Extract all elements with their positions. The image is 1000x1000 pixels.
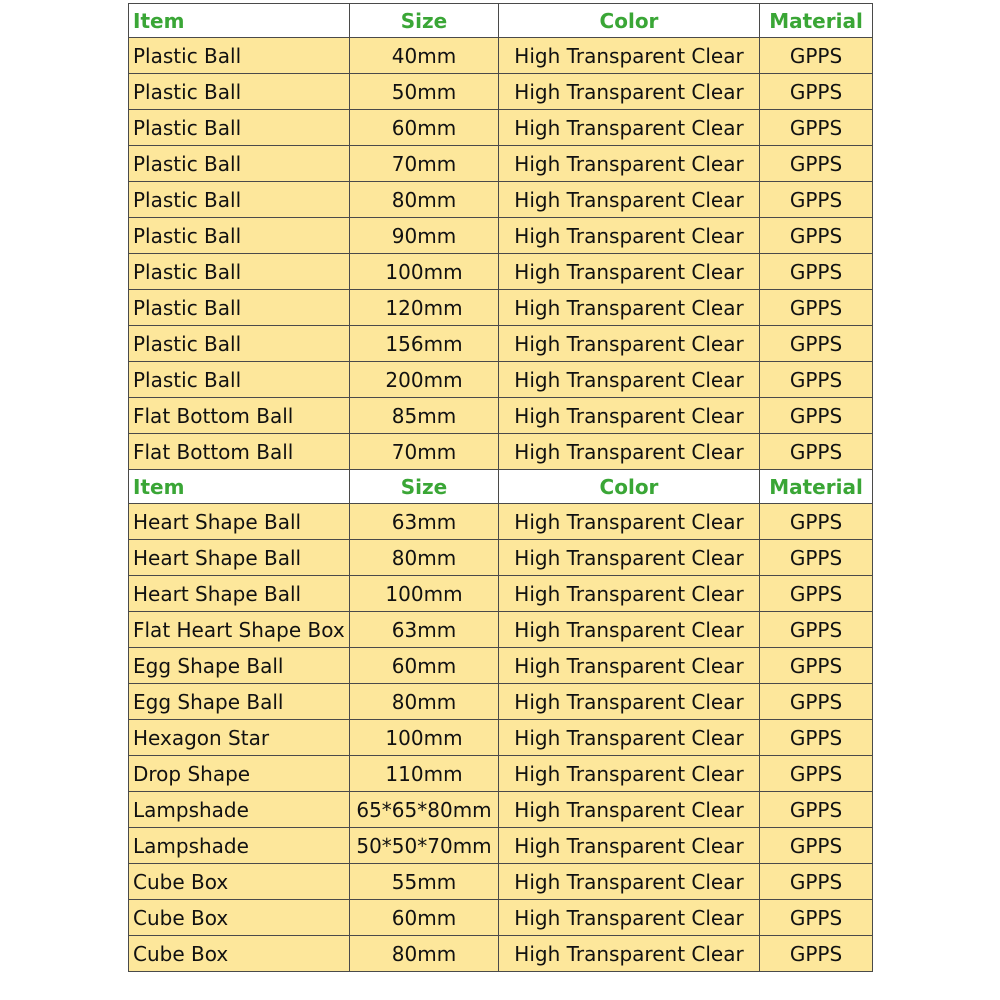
item-cell: Cube Box <box>129 936 350 972</box>
size-cell: 60mm <box>350 900 499 936</box>
color-cell: High Transparent Clear <box>499 182 760 218</box>
color-cell: High Transparent Clear <box>499 254 760 290</box>
material-cell: GPPS <box>760 792 873 828</box>
column-header-item: Item <box>129 470 350 504</box>
size-cell: 70mm <box>350 146 499 182</box>
material-cell: GPPS <box>760 146 873 182</box>
color-cell: High Transparent Clear <box>499 756 760 792</box>
table-row <box>129 398 873 434</box>
material-cell: GPPS <box>760 74 873 110</box>
item-cell: Heart Shape Ball <box>129 540 350 576</box>
table-row <box>129 864 873 900</box>
item-cell: Plastic Ball <box>129 362 350 398</box>
size-cell: 100mm <box>350 576 499 612</box>
item-cell: Hexagon Star <box>129 720 350 756</box>
item-cell: Flat Bottom Ball <box>129 398 350 434</box>
item-cell: Plastic Ball <box>129 38 350 74</box>
color-cell: High Transparent Clear <box>499 362 760 398</box>
color-cell: High Transparent Clear <box>499 648 760 684</box>
color-cell: High Transparent Clear <box>499 74 760 110</box>
column-header-item: Item <box>129 4 350 38</box>
header-row <box>129 4 873 38</box>
size-cell: 63mm <box>350 504 499 540</box>
material-cell: GPPS <box>760 218 873 254</box>
table-row <box>129 362 873 398</box>
table-row <box>129 540 873 576</box>
size-cell: 80mm <box>350 182 499 218</box>
table-row <box>129 648 873 684</box>
material-cell: GPPS <box>760 612 873 648</box>
material-cell: GPPS <box>760 756 873 792</box>
material-cell: GPPS <box>760 362 873 398</box>
material-cell: GPPS <box>760 254 873 290</box>
material-cell: GPPS <box>760 576 873 612</box>
item-cell: Plastic Ball <box>129 110 350 146</box>
size-cell: 70mm <box>350 434 499 470</box>
material-cell: GPPS <box>760 828 873 864</box>
material-cell: GPPS <box>760 326 873 362</box>
material-cell: GPPS <box>760 398 873 434</box>
item-cell: Plastic Ball <box>129 182 350 218</box>
color-cell: High Transparent Clear <box>499 434 760 470</box>
item-cell: Flat Heart Shape Box <box>129 612 350 648</box>
color-cell: High Transparent Clear <box>499 146 760 182</box>
size-cell: 110mm <box>350 756 499 792</box>
material-cell: GPPS <box>760 540 873 576</box>
item-cell: Flat Bottom Ball <box>129 434 350 470</box>
spec-sheet <box>128 3 872 972</box>
color-cell: High Transparent Clear <box>499 864 760 900</box>
table-row <box>129 110 873 146</box>
material-cell: GPPS <box>760 504 873 540</box>
color-cell: High Transparent Clear <box>499 792 760 828</box>
size-cell: 80mm <box>350 540 499 576</box>
product-spec-table <box>128 3 873 972</box>
size-cell: 65*65*80mm <box>350 792 499 828</box>
color-cell: High Transparent Clear <box>499 540 760 576</box>
item-cell: Plastic Ball <box>129 290 350 326</box>
table-row <box>129 684 873 720</box>
item-cell: Egg Shape Ball <box>129 684 350 720</box>
table-row <box>129 218 873 254</box>
table-row <box>129 900 873 936</box>
item-cell: Plastic Ball <box>129 74 350 110</box>
table-row <box>129 326 873 362</box>
table-row <box>129 74 873 110</box>
item-cell: Plastic Ball <box>129 326 350 362</box>
item-cell: Egg Shape Ball <box>129 648 350 684</box>
table-row <box>129 254 873 290</box>
item-cell: Cube Box <box>129 900 350 936</box>
size-cell: 90mm <box>350 218 499 254</box>
color-cell: High Transparent Clear <box>499 38 760 74</box>
table-row <box>129 936 873 972</box>
color-cell: High Transparent Clear <box>499 720 760 756</box>
table-row <box>129 756 873 792</box>
size-cell: 156mm <box>350 326 499 362</box>
table-row <box>129 720 873 756</box>
color-cell: High Transparent Clear <box>499 218 760 254</box>
table-row <box>129 504 873 540</box>
table-row <box>129 146 873 182</box>
size-cell: 55mm <box>350 864 499 900</box>
header-row <box>129 470 873 504</box>
size-cell: 80mm <box>350 936 499 972</box>
table-row <box>129 792 873 828</box>
material-cell: GPPS <box>760 936 873 972</box>
item-cell: Lampshade <box>129 828 350 864</box>
item-cell: Lampshade <box>129 792 350 828</box>
size-cell: 100mm <box>350 254 499 290</box>
material-cell: GPPS <box>760 290 873 326</box>
item-cell: Plastic Ball <box>129 218 350 254</box>
material-cell: GPPS <box>760 38 873 74</box>
table-row <box>129 182 873 218</box>
material-cell: GPPS <box>760 864 873 900</box>
item-cell: Heart Shape Ball <box>129 504 350 540</box>
color-cell: High Transparent Clear <box>499 936 760 972</box>
size-cell: 200mm <box>350 362 499 398</box>
color-cell: High Transparent Clear <box>499 900 760 936</box>
size-cell: 60mm <box>350 648 499 684</box>
table-row <box>129 290 873 326</box>
table-row <box>129 612 873 648</box>
color-cell: High Transparent Clear <box>499 828 760 864</box>
size-cell: 80mm <box>350 684 499 720</box>
material-cell: GPPS <box>760 684 873 720</box>
item-cell: Cube Box <box>129 864 350 900</box>
column-header-material: Material <box>760 4 873 38</box>
column-header-size: Size <box>350 470 499 504</box>
item-cell: Plastic Ball <box>129 146 350 182</box>
item-cell: Drop Shape <box>129 756 350 792</box>
material-cell: GPPS <box>760 648 873 684</box>
material-cell: GPPS <box>760 434 873 470</box>
material-cell: GPPS <box>760 900 873 936</box>
table-row <box>129 38 873 74</box>
material-cell: GPPS <box>760 110 873 146</box>
size-cell: 85mm <box>350 398 499 434</box>
color-cell: High Transparent Clear <box>499 504 760 540</box>
size-cell: 63mm <box>350 612 499 648</box>
color-cell: High Transparent Clear <box>499 612 760 648</box>
color-cell: High Transparent Clear <box>499 684 760 720</box>
color-cell: High Transparent Clear <box>499 576 760 612</box>
size-cell: 120mm <box>350 290 499 326</box>
column-header-size: Size <box>350 4 499 38</box>
size-cell: 50*50*70mm <box>350 828 499 864</box>
column-header-color: Color <box>499 4 760 38</box>
item-cell: Heart Shape Ball <box>129 576 350 612</box>
color-cell: High Transparent Clear <box>499 110 760 146</box>
color-cell: High Transparent Clear <box>499 290 760 326</box>
size-cell: 50mm <box>350 74 499 110</box>
item-cell: Plastic Ball <box>129 254 350 290</box>
table-row <box>129 434 873 470</box>
column-header-color: Color <box>499 470 760 504</box>
color-cell: High Transparent Clear <box>499 398 760 434</box>
column-header-material: Material <box>760 470 873 504</box>
size-cell: 60mm <box>350 110 499 146</box>
size-cell: 100mm <box>350 720 499 756</box>
material-cell: GPPS <box>760 720 873 756</box>
size-cell: 40mm <box>350 38 499 74</box>
table-row <box>129 576 873 612</box>
color-cell: High Transparent Clear <box>499 326 760 362</box>
material-cell: GPPS <box>760 182 873 218</box>
table-row <box>129 828 873 864</box>
